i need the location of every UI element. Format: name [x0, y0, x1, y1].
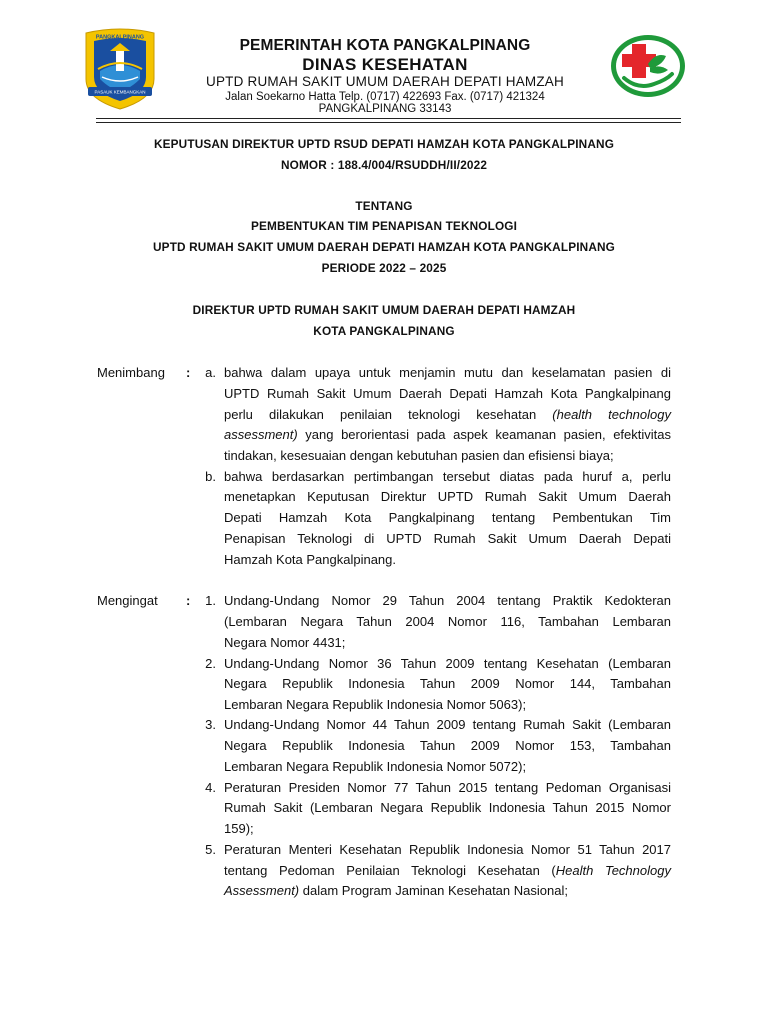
menimbang-b-line: Penapisan Teknologi di UPTD Rumah Sakit Umum Daerah Depati	[224, 531, 671, 546]
health-cross-logo	[610, 34, 686, 98]
address-line: Jalan Soekarno Hatta Telp. (0717) 422693 Fax. (0717) 421324	[225, 91, 545, 103]
director-title-2: KOTA PANGKALPINANG	[313, 324, 455, 338]
mengingat-1-line: Negara Nomor 4431;	[224, 635, 346, 650]
menimbang-b-line: Depati Hamzah Kota Pangkalpinang tentang Pembentukan Tim	[224, 510, 671, 525]
mengingat-2-line: Undang-Undang Nomor 36 Tahun 2009 tentang Kesehatan (Lembaran	[224, 656, 671, 671]
subject-period: PERIODE 2022 – 2025	[321, 261, 447, 275]
emblem-top-text: PANGKALPINANG	[95, 34, 145, 41]
menimbang-a-line: UPTD Rumah Sakit Umum Daerah Depati Hamzah Kota Pangkalpinang	[224, 386, 671, 401]
mengingat-2-marker: 2.	[205, 656, 216, 671]
italic-term: assessment)	[224, 427, 298, 442]
menimbang-a-line: bahwa dalam upaya untuk menjamin mutu dan keselamatan pasien di	[224, 365, 671, 380]
decree-number: NOMOR : 188.4/004/RSUDDH/II/2022	[280, 158, 488, 172]
mengingat-4-line: Peraturan Presiden Nomor 77 Tahun 2015 tentang Pedoman Organisasi	[224, 780, 671, 795]
director-title-1: DIREKTUR UPTD RUMAH SAKIT UMUM DAERAH DEPATI HAMZAH	[192, 303, 576, 317]
menimbang-b-marker: b.	[205, 469, 216, 484]
mengingat-2-line: Lembaran Negara Republik Indonesia Nomor 5063);	[224, 697, 527, 712]
emblem-bottom-text: PASAUK KEMBANGKAN	[94, 89, 146, 95]
text-span: tentang Pedoman Penilaian Teknologi Kesehatan (	[224, 863, 556, 878]
mengingat-3-line: Lembaran Negara Republik Indonesia Nomor 5072);	[224, 759, 527, 774]
menimbang-a-line: tindakan, kesesuaian dengan kebutuhan pasien dan efisiensi biaya;	[224, 448, 614, 463]
subject-line-2: UPTD RUMAH SAKIT UMUM DAERAH DEPATI HAMZAH KOTA PANGKALPINANG	[153, 240, 615, 254]
header-rule-thin	[96, 122, 681, 123]
hospital-name: UPTD RUMAH SAKIT UMUM DAERAH DEPATI HAMZAH	[206, 74, 564, 89]
text-span: yang berorientasi pada aspek keamanan pasien, efektivitas	[305, 427, 671, 442]
mengingat-2-line: Negara Republik Indonesia Tahun 2009 Nomor 144, Tambahan	[224, 676, 671, 691]
mengingat-1-marker: 1.	[205, 593, 216, 608]
mengingat-4-marker: 4.	[205, 780, 216, 795]
city-postcode: PANGKALPINANG 33143	[318, 103, 452, 115]
department-name: DINAS KESEHATAN	[302, 55, 468, 74]
mengingat-1-line: Undang-Undang Nomor 29 Tahun 2004 tentang Praktik Kedokteran	[224, 593, 671, 608]
mengingat-3-marker: 3.	[205, 717, 216, 732]
menimbang-b-line: bahwa berdasarkan pertimbangan tersebut diatas pada huruf a, perlu	[224, 469, 671, 484]
mengingat-5-line	[224, 863, 671, 878]
mengingat-1-line: (Lembaran Negara Tahun 2004 Nomor 116, Tambahan Lembaran	[224, 614, 671, 629]
mengingat-5-line: Peraturan Menteri Kesehatan Republik Indonesia Nomor 51 Tahun 2017	[224, 842, 671, 857]
italic-term: (health technology	[552, 407, 671, 422]
text-span: perlu dilakukan penilaian teknologi kesehatan	[224, 407, 537, 422]
menimbang-a-marker: a.	[205, 365, 216, 380]
mengingat-5-line	[224, 883, 671, 898]
menimbang-b-line: menetapkan Keputusan Direktur UPTD Rumah Sakit Umum Daerah	[224, 489, 671, 504]
menimbang-label: Menimbang	[97, 365, 165, 380]
mengingat-5-marker: 5.	[205, 842, 216, 857]
decree-title: KEPUTUSAN DIREKTUR UPTD RSUD DEPATI HAMZAH KOTA PANGKALPINANG	[153, 137, 615, 151]
mengingat-4-line: Rumah Sakit (Lembaran Negara Republik Indonesia Tahun 2015 Nomor	[224, 800, 671, 815]
mengingat-label: Mengingat	[97, 593, 158, 608]
mengingat-3-line: Undang-Undang Nomor 44 Tahun 2009 tentang Rumah Sakit (Lembaran	[224, 717, 671, 732]
menimbang-a-line	[224, 427, 671, 442]
menimbang-b-line: Hamzah Kota Pangkalpinang.	[224, 552, 397, 567]
tentang-heading: TENTANG	[355, 199, 413, 213]
text-span: dalam Program Jaminan Kesehatan Nasional;	[299, 883, 568, 898]
mengingat-3-line: Negara Republik Indonesia Tahun 2009 Nomor 153, Tambahan	[224, 738, 671, 753]
government-name: PEMERINTAH KOTA PANGKALPINANG	[239, 37, 531, 54]
city-emblem-logo	[80, 27, 160, 111]
header-rule-thick	[96, 118, 681, 119]
menimbang-colon: :	[186, 365, 191, 380]
italic-term: Health Technology	[555, 863, 671, 878]
mengingat-4-line: 159);	[224, 821, 254, 836]
mengingat-colon: :	[186, 593, 191, 608]
italic-term: Assessment)	[224, 883, 300, 898]
subject-line-1: PEMBENTUKAN TIM PENAPISAN TEKNOLOGI	[250, 219, 518, 233]
menimbang-a-line	[224, 407, 671, 422]
